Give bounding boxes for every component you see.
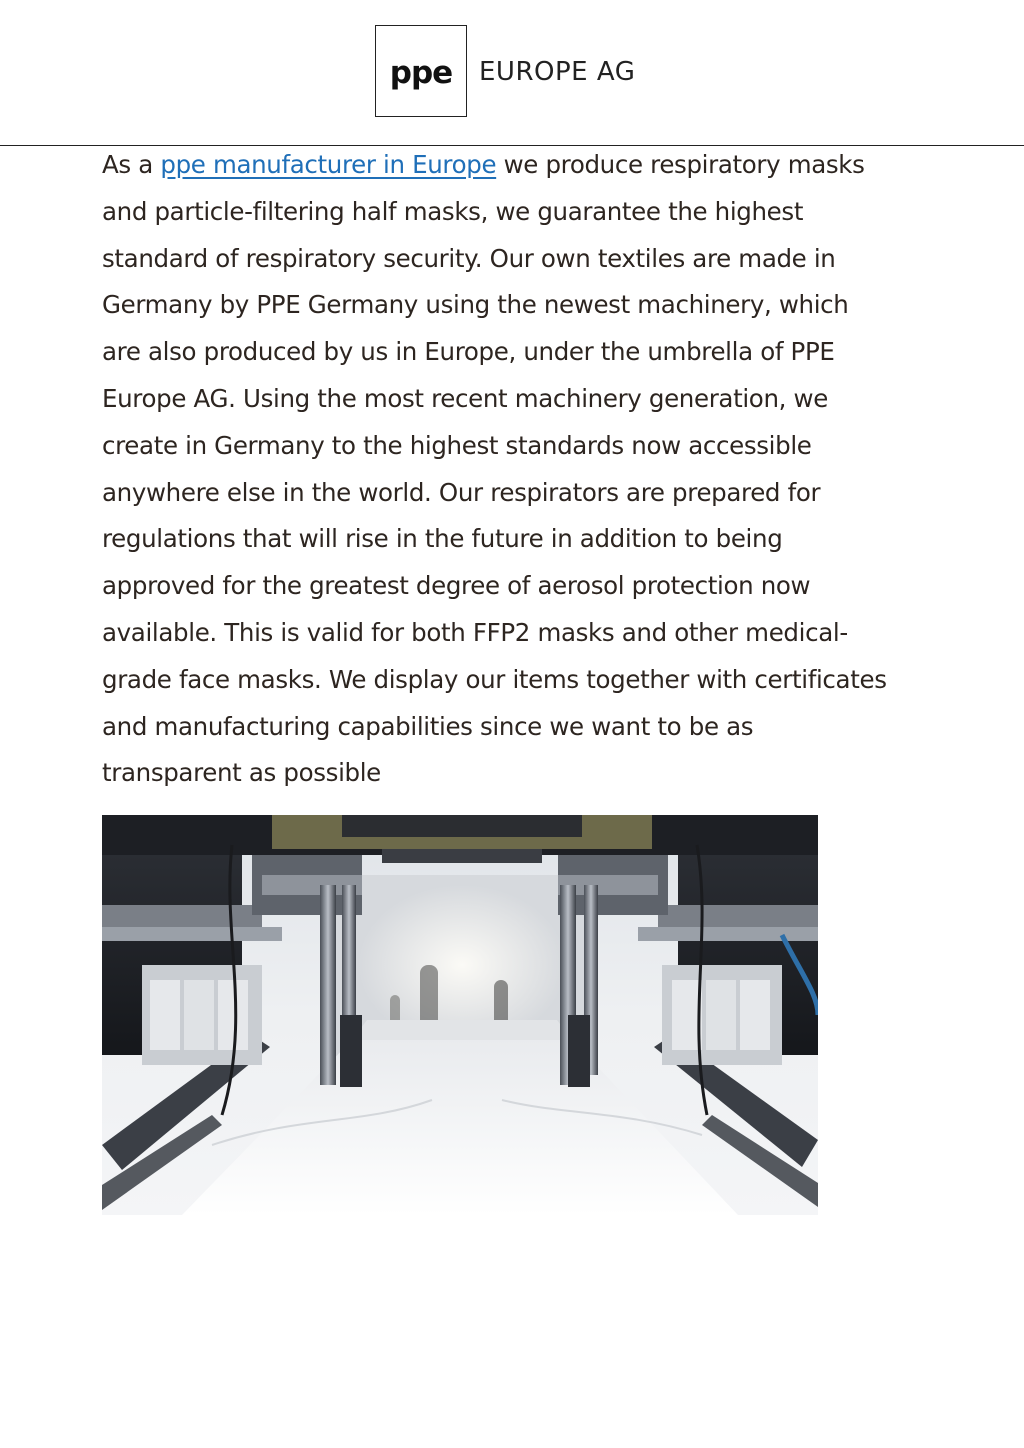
ppe-europe-logo[interactable] xyxy=(375,24,635,118)
logo-mark: ppe xyxy=(389,54,453,91)
paragraph-line: standard of respiratory security. Our own textiles are made in xyxy=(102,243,836,273)
logo-box xyxy=(375,25,467,117)
paragraph-line: grade face masks. We display our items together with certificates xyxy=(102,664,887,694)
mask-machinery-photo xyxy=(102,815,818,1215)
article-paragraph xyxy=(102,142,962,797)
line-1-suffix: we produce respiratory masks xyxy=(496,150,865,179)
line-1-prefix: As a xyxy=(102,150,161,179)
ppe-manufacturer-link[interactable]: ppe manufacturer in Europe xyxy=(160,150,497,179)
paragraph-line: available. This is valid for both FFP2 masks and other medical- xyxy=(102,617,848,647)
page-header xyxy=(0,0,1024,146)
paragraph-line: anywhere else in the world. Our respirators are prepared for xyxy=(102,477,821,507)
paragraph-line: transparent as possible xyxy=(102,758,381,788)
paragraph-line: Europe AG. Using the most recent machinery generation, we xyxy=(102,383,828,413)
paragraph-line: approved for the greatest degree of aerosol protection now xyxy=(102,571,811,601)
paragraph-line: and particle-filtering half masks, we guarantee the highest xyxy=(102,196,804,226)
paragraph-line: regulations that will rise in the future in addition to being xyxy=(102,524,783,554)
machinery-illustration xyxy=(102,815,818,1215)
paragraph-line-1 xyxy=(102,142,962,189)
logo-wordmark: EUROPE AG xyxy=(479,57,636,87)
paragraph-line: create in Germany to the highest standards now accessible xyxy=(102,430,812,460)
paragraph-line: and manufacturing capabilities since we want to be as xyxy=(102,711,754,741)
paragraph-line: Germany by PPE Germany using the newest machinery, which xyxy=(102,290,849,320)
paragraph-line: are also produced by us in Europe, under the umbrella of PPE xyxy=(102,337,835,367)
